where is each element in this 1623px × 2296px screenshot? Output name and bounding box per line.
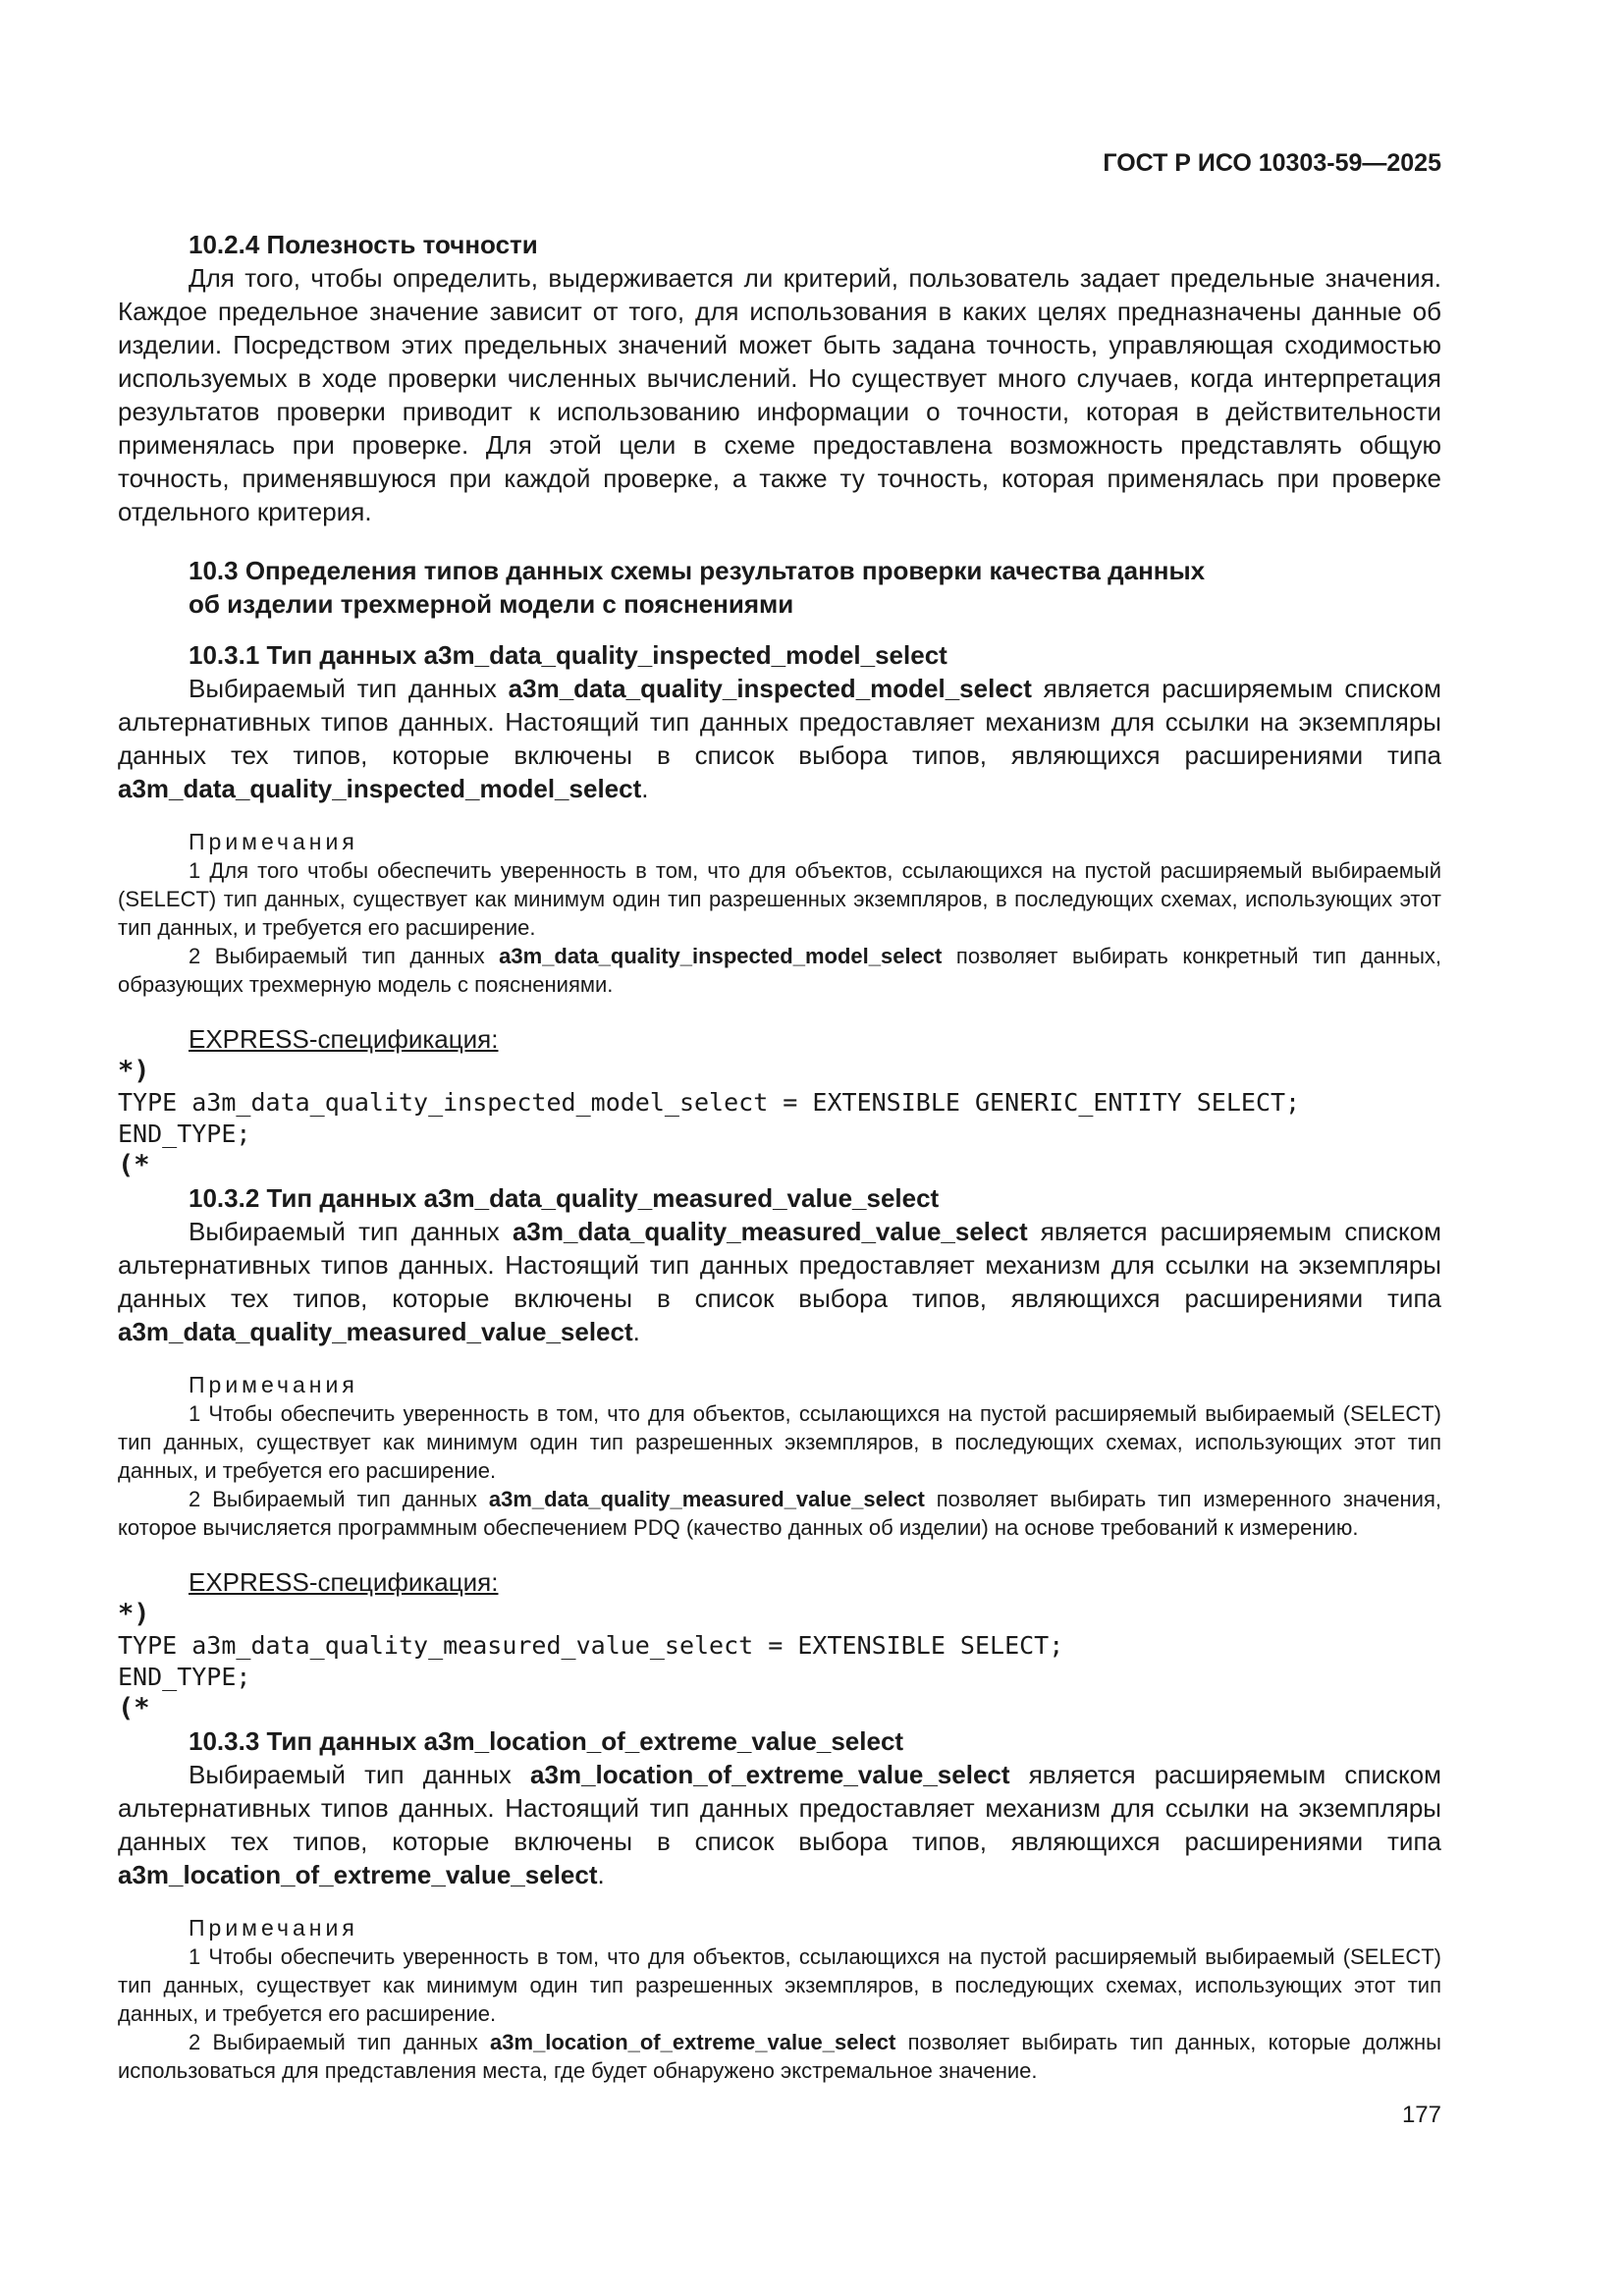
section-heading-10-3 — [118, 554, 1441, 621]
paragraph-middle: является расширяемым списком альтернативных типов данных. Настоящий тип данных предоставляет механизм для ссылки на экземпляры данных тех типов, которые включены в список выбора типов, являющихся расширениями типа — [118, 1760, 1441, 1856]
note-intro: 2 Выбираемый тип данных — [189, 2030, 491, 2054]
note-rest: позволяет выбирать тип данных, которые должны использоваться для представления места, где будет обнаружено экстремальное значение. — [118, 2030, 1441, 2083]
note-1: 1 Чтобы обеспечить уверенность в том, что для объектов, ссылающихся на пустой расширяемый выбираемый (SELECT) тип данных, существует как минимум один тип разрешенных экземпляров, в последующих схемах, использующих этот тип данных, и требуется его расширение. — [118, 1401, 1441, 1483]
note-1: 1 Чтобы обеспечить уверенность в том, что для объектов, ссылающихся на пустой расширяемый выбираемый (SELECT) тип данных, существует как минимум один тип разрешенных экземпляров, в последующих схемах, использующих этот тип данных, и требуется его расширение. — [118, 1944, 1441, 2026]
code-line: END_TYPE; — [118, 1120, 251, 1148]
type-name: a3m_data_quality_inspected_model_select — [499, 944, 943, 968]
code-comment-close: *) — [118, 1599, 150, 1629]
paragraph-end: . — [632, 1317, 640, 1346]
section-paragraph-10-3-2 — [118, 1215, 1441, 1348]
code-comment-close: *) — [118, 1056, 150, 1086]
notes-title: Примечания — [189, 1915, 358, 1941]
note-2 — [118, 2028, 1441, 2085]
section-paragraph-10-3-3 — [118, 1758, 1441, 1891]
section-heading-10-3-line1: 10.3 Определения типов данных схемы результатов проверки качества данных — [189, 556, 1206, 585]
section-heading-10-3-3: 10.3.3 Тип данных a3m_location_of_extreme_value_select — [189, 1726, 904, 1756]
code-line: TYPE a3m_data_quality_measured_value_select = EXTENSIBLE SELECT; — [118, 1631, 1064, 1660]
paragraph-intro: Выбираемый тип данных — [189, 674, 509, 703]
note-rest: позволяет выбирать конкретный тип данных, образующих трехмерную модель с пояснениями. — [118, 944, 1441, 997]
type-name: a3m_data_quality_measured_value_select — [488, 1487, 925, 1511]
express-spec-label: EXPRESS-спецификация: — [189, 1024, 499, 1054]
note-2 — [118, 942, 1441, 999]
section-heading-10-2-4: 10.2.4 Полезность точности — [189, 230, 538, 259]
paragraph-end: . — [641, 774, 649, 803]
type-name: a3m_location_of_extreme_value_select — [490, 2030, 896, 2054]
type-name: a3m_data_quality_measured_value_select — [118, 1317, 633, 1346]
note-rest: позволяет выбирать тип измеренного значения, которое вычисляется программным обеспечением PDQ (качество данных об изделии) на основе требований к измерению. — [118, 1487, 1441, 1540]
section-heading-10-3-1: 10.3.1 Тип данных a3m_data_quality_inspected_model_select — [189, 640, 947, 670]
section-heading-10-3-line2: об изделии трехмерной модели с пояснениями — [189, 589, 794, 619]
code-comment-open: (* — [118, 1150, 150, 1180]
paragraph-intro: Выбираемый тип данных — [189, 1760, 531, 1789]
note-intro: 2 Выбираемый тип данных — [189, 944, 500, 968]
note-2 — [118, 1485, 1441, 1542]
section-paragraph-10-2-4: Для того, чтобы определить, выдерживается ли критерий, пользователь задает предельные значения. Каждое предельное значение зависит от того, для использования в каких целях предназначены данные об изделии. Посредством этих предельных значений может быть задана точность, управляющая сходимостью используемых в ходе проверки численных вычислений. Но существует много случаев, когда интерпретация результатов проверки приводит к использованию информации о точности, которая в действительности применялась при проверке. Для этой цели в схеме предоставлена возможность представлять общую точность, применявшуюся при каждой проверке, а также ту точность, которая применялась при проверке отдельного критерия. — [118, 263, 1441, 526]
type-name: a3m_data_quality_measured_value_select — [512, 1217, 1028, 1246]
section-paragraph-10-3-1 — [118, 672, 1441, 805]
type-name: a3m_location_of_extreme_value_select — [530, 1760, 1010, 1789]
section-heading-10-3-2: 10.3.2 Тип данных a3m_data_quality_measured_value_select — [189, 1183, 940, 1213]
paragraph-middle: является расширяемым списком альтернативных типов данных. Настоящий тип данных предоставляет механизм для ссылки на экземпляры данных тех типов, которые включены в список выбора типов, являющихся расширениями типа — [118, 674, 1441, 770]
type-name: a3m_data_quality_inspected_model_select — [508, 674, 1032, 703]
type-name: a3m_location_of_extreme_value_select — [118, 1860, 598, 1889]
note-intro: 2 Выбираемый тип данных — [189, 1487, 489, 1511]
code-comment-open: (* — [118, 1693, 150, 1723]
document-body — [118, 228, 1441, 2085]
paragraph-middle: является расширяемым списком альтернативных типов данных. Настоящий тип данных предоставляет механизм для ссылки на экземпляры данных тех типов, которые включены в список выбора типов, являющихся расширениями типа — [118, 1217, 1441, 1313]
paragraph-intro: Выбираемый тип данных — [189, 1217, 513, 1246]
page-number: 177 — [1401, 2102, 1441, 2128]
notes-title: Примечания — [189, 829, 358, 854]
express-spec-label: EXPRESS-спецификация: — [189, 1567, 499, 1597]
type-name: a3m_data_quality_inspected_model_select — [118, 774, 642, 803]
paragraph-end: . — [597, 1860, 605, 1889]
note-1: 1 Для того чтобы обеспечить уверенность в том, что для объектов, ссылающихся на пустой расширяемый выбираемый (SELECT) тип данных, существует как минимум один тип разрешенных экземпляров, в последующих схемах, использующих этот тип данных, и требуется его расширение. — [118, 858, 1441, 940]
notes-title: Примечания — [189, 1372, 358, 1397]
document-header: ГОСТ Р ИСО 10303-59—2025 — [1103, 149, 1441, 177]
code-line: TYPE a3m_data_quality_inspected_model_select = EXTENSIBLE GENERIC_ENTITY SELECT; — [118, 1088, 1301, 1117]
code-line: END_TYPE; — [118, 1663, 251, 1691]
